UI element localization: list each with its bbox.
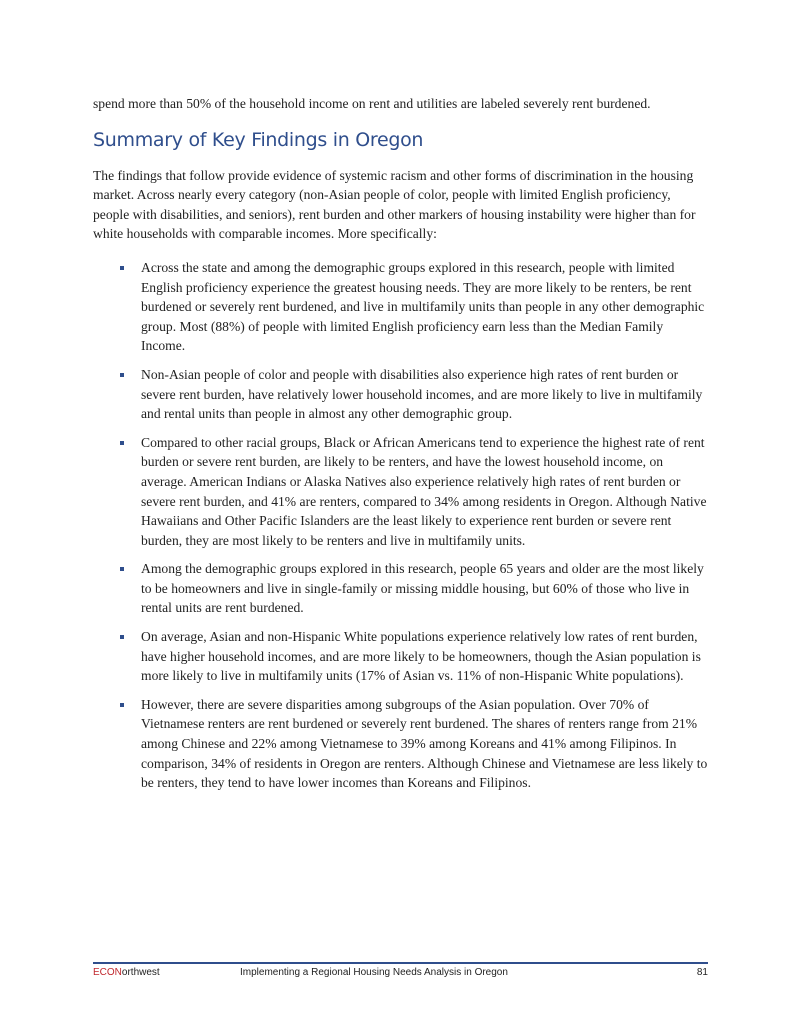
intro-paragraph: spend more than 50% of the household income on rent and utilities are labeled severely rent burdened. (93, 96, 651, 111)
square-bullet-icon (120, 373, 124, 377)
document-body (93, 94, 708, 802)
list-item: On average, Asian and non-Hispanic White populations experience relatively low rates of rent burden, have higher household incomes, and are more likely to be homeowners, though the Asian population is more likely to live in multifamily units (17% of Asian vs. 11% of non-Hispanic White populations). (93, 627, 708, 686)
square-bullet-icon (120, 266, 124, 270)
list-item: Among the demographic groups explored in this research, people 65 years and older are the most likely to be homeowners and live in single-family or missing middle housing, but 60% of those who live in rental units are rent burdened. (93, 559, 708, 618)
findings-list (93, 258, 708, 793)
footer-title: Implementing a Regional Housing Needs Analysis in Oregon (240, 967, 508, 978)
square-bullet-icon (120, 567, 124, 571)
list-item: Non-Asian people of color and people with disabilities also experience high rates of rent burden or severe rent burden, have relatively lower household incomes, and are more likely to live in multifamily and rental units than people in almost any other demographic group. (93, 365, 708, 424)
lead-paragraph: The findings that follow provide evidence of systemic racism and other forms of discrimination in the housing market. Across nearly every category (non-Asian people of color, people with limited English proficiency, people with disabilities, and seniors), rent burden and other markers of housing instability were higher than for white households with comparable incomes. More specifically: (93, 167, 696, 242)
section-heading: Summary of Key Findings in Oregon (93, 128, 424, 151)
page-number: 81 (696, 967, 708, 978)
footer-divider (93, 962, 708, 964)
list-item: Compared to other racial groups, Black or African Americans tend to experience the highest rate of rent burden or severe rent burden, are likely to be renters, and have the lowest household income, on average. American Indians or Alaska Natives also experience relatively high rates of rent burden or severe rent burden, and 41% are renters, compared to 34% among residents in Oregon. Although Native Hawaiians and Other Pacific Islanders are the least likely to experience rent burden or severe rent burden, they are most likely to be renters and live in multifamily units. (93, 433, 708, 551)
brand-logo: ECONorthwest (93, 967, 160, 978)
page-footer (93, 962, 708, 978)
square-bullet-icon (120, 635, 124, 639)
list-item: However, there are severe disparities among subgroups of the Asian population. Over 70% of Vietnamese renters are rent burdened or severely rent burdened. The shares of renters range from 21% among Chinese and 22% among Vietnamese to 39% among Koreans and 41% among Filipinos. In comparison, 34% of residents in Oregon are renters. Although Chinese and Vietnamese are less likely to be renters, they tend to have lower incomes than Koreans and Filipinos. (93, 695, 708, 793)
square-bullet-icon (120, 441, 124, 445)
list-item: Across the state and among the demographic groups explored in this research, people with limited English proficiency experience the greatest housing needs. They are more likely to be renters, be rent burdened or severely rent burdened, and live in multifamily units than people in any other demographic group. Most (88%) of people with limited English proficiency earn less than the Median Family Income. (93, 258, 708, 356)
square-bullet-icon (120, 703, 124, 707)
